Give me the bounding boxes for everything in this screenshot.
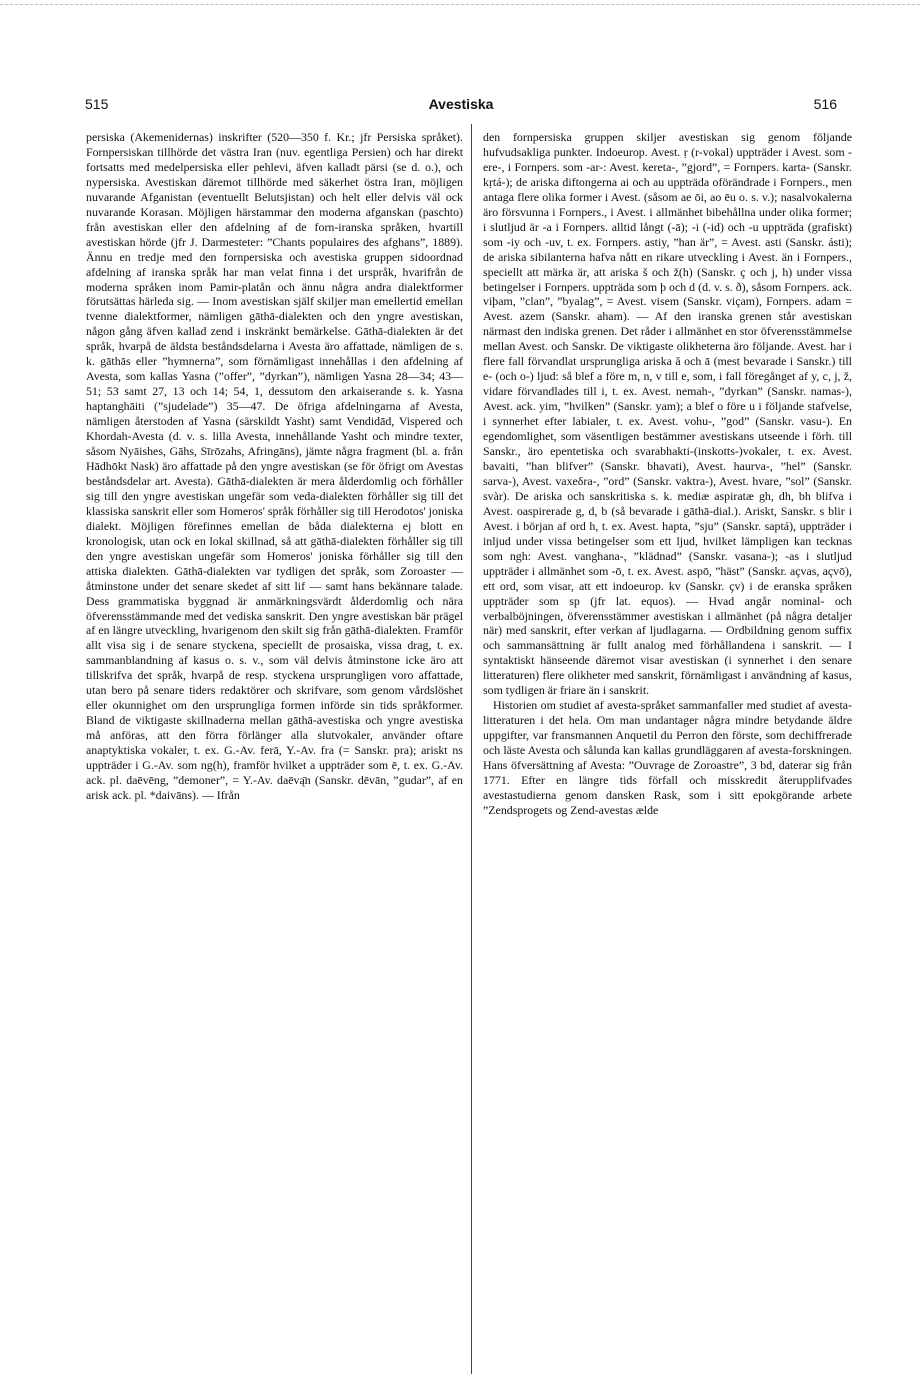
right-paragraph-1: den fornpersiska gruppen skiljer avestiskan sig genom följande hufvudsakliga punkter. Indoeurop. Avest. ṛ (r-vokal) uppträder i Avest. som -ere-, i Fornpers. som -ar-: Avest. kereta-, ”gjord”, = Fornpers. karta- (Sanskr. kṛtá-); de ariska diftongerna ai och au uppträda oförändrade i Fornpers., men antaga flere olika former i Avest. (såsom ae ōi, ao ēu o. s. v.); nasalvokalerna äro försvunna i Fornpers., i Avest. i allmänhet bibehållna under olika former; i slutljud är -a i Fornpers. alltid långt (-ā); -i (-id) och -u uppträda (grafiskt) som -iy och -uv, t. ex. Fornpers. astiy, ”han är”, = Avest. asti (Sanskr. ásti); de ariska sibilanterna hafva nått en rikare utveckling i Avest. än i Fornpers., speciellt att märka är, att ariska š och ž(h) (Sanskr. ç och j, h) under vissa betingelser i Fornpers. uppträda som þ och d (d. v. s. ð), såsom Fornpers. ack. viþam, ”clan”, ”byalag”, = Avest. visem (Sanskr. viçam), Fornpers. adam = Avest. azem (Sanskr. aham). — Af den iranska grenen står avestiskan närmast den indiska grenen. Det råder i allmänhet en stor öfverensstämmelse mellan Avest. och Sanskr. De viktigaste olikheterna äro följande. Avest. har i flere fall förvandlat ursprungliga ariska ă och ā (mest bevarade i Sanskr.) till e- (och o-) ljud: så blef a före m, n, v till e, som, i fall föregånget af y, c, j, ž, vidare förvandlades till i, t. ex. Avest. nemah-, ”dyrkan” (Sanskr. namas-), Avest. ack. yim, ”hvilken” (Sanskr. yam); a blef o före u i följande stafvelse, i synnerhet efter labialer, t. ex. Avest. vohu-, ”god” (Sanskr. vasu-). En egendomlighet, som väsentligen bestämmer avestiskans utseende i förh. till Sanskr., äro epentetiska och svarabhakti-(inskotts-)vokaler, t. ex. Avest. bavaiti, ”han blifver” (Sanskr. bhavati), Avest. haurva-, ”hel” (Sanskr. sarva-), Avest. vaxeδra-, ”ord” (Sanskr. vaktra-), Avest. hvare, ”sol” (Sanskr. svàr). De ariska och sanskritiska s. k. mediæ aspiratæ gh, dh, bh blifva i Avest. oaspirerade g, d, b (så bevarade i gāthā-dial.). Ariskt, Sanskr. s blir i Avest. i början af ord h, t. ex. Avest. hapta, ”sju” (Sanskr. saptá), uppträder i inljud under vissa betingelser som ett ljud, hvilket lämpligen kan tecknas som ngh: Avest. vanghana-, ”klädnad” (Sanskr. vasana-); -as i slutljud uppträder i allmänhet som -ō, t. ex. Avest. aspō, ”häst” (Sanskr. açvas, açvō), ett ord, som visar, att ett indoeurop. kv (Sanskr. çv) i de eranska språken uppträder som sp (jfr lat. equos). — Hvad angår nominal- och verbalböjningen, öfverensstämmer avestiskan i allmänhet (på några detaljer när) med sanskrit, efter verkan af ljudlagarna. — Ordbildning genom suffix och sammansättning är fullt analog med förhållandena i sanskrit. — I syntaktiskt hänseende däremot visar avestiskan (i synnerhet i den senare litteraturen) flere olikheter med sanskrit, förnämligast i användning af kasus, som tydligen är friare än i sanskrit. [483,130,852,698]
right-paragraph-2: Historien om studiet af avesta-språket sammanfaller med studiet af avesta-litteraturen i det hela. Om man undantager några mindre betydande äldre uppgifter, var fransmannen Anquetil du Perron den förste, som dechiffrerade och läste Avesta och sålunda kan kallas grundläggaren af avesta-forskningen. Hans öfversättning af Avesta: ”Ouvrage de Zoroastre”, 3 bd, daterar sig från 1771. Efter en längre tids förfall och misskredit återupplifvades avestastudierna genom dansken Rask, som i sitt epokgörande arbete ”Zendsprogets og Zend-avestas ælde [483,698,852,817]
left-paragraph-1: persiska (Akemenidernas) inskrifter (520—350 f. Kr.; jfr Persiska språket). Fornpersiskan tillhörde det västra Iran (nuv. egentliga Persien) och har direkt fortsatts med medelpersiska eller pehlevi, äfven kalladt pärsi (se d. o.), och nypersiska. Avestiskan däremot tillhörde med säkerhet östra Iran, möjligen nuvarande Afganistan (eventuellt Belutsjistan) och helt eller delvis väl ock nuvarande Korasan. Möjligen härstammar den moderna afganskan (paschto) från avestiskan eller den afdelning af de forn-iranska språken, hvartill avestiskan hörde (jfr J. Darmesteter: ”Chants populaires des afghans”, 1889). Ännu en tredje med den fornpersiska och avestiska gruppen sidoordnad afdelning af iranska språk har man velat finna i det urspråk, hvarifrån de moderna språken inom Pamir-platån och ännu några andra dialektformer förutsättas härleda sig. — Inom avestiskan själf skiljer man emellertid emellan tvenne dialektformer, nämligen gāthā-dialekten och den yngre avestiskan, någon gång äfven kallad zend i inskränkt bemärkelse. Gāthā-dialekten är det språk, hvarpå de äldsta beståndsdelarna i Avesta äro affattade, nämligen de s. k. gāthās eller ”hymnerna”, som förnämligast innehållas i den afdelning af Avesta, som kallas Yasna (”offer”, ”dyrkan”), nämligen Yasna 28—34; 43—51; 53 samt 27, 13 och 14; 54, 1, dessutom den arkaiserande s. k. Yasna haptanghāiti (”sjudelade”) 35—47. De öfriga afdelningarna af Avesta, nämligen återstoden af Yasna (särskildt Yasht) samt Vendidād, Vispered och Khordah-Avesta (d. v. s. lilla Avesta, innehållande Yasht och mindre texter, såsom Nyāishes, Gāhs, Sīrōzahs, Afringāns), jämte några fragment (bl. a. från Hādhōkt Nask) äro affattade på den yngre avestiskan (se för öfrigt om Avestas beståndsdelar art. Avesta). Gāthā-dialekten är mera ålderdomlig och förhåller sig till den yngre avestiskan ungefär som veda-dialekten förhåller sig till det klassiska sanskrit eller som Homeros' språk förhåller sig till Herodotos' joniska dialekt. Möjligen förefinnes emellan de båda dialekterna ej blott en kronologisk, utan ock en lokal skillnad, så att gāthā-dialekten förhåller sig till den yngre avestiskan ungefär som Homeros' joniska förhåller sig till den attiska dialekten. Gāthā-dialekten var tydligen det språk, som Zoroaster — åtminstone under det senare skedet af sitt lif — samt hans bekännare talade. Dess grammatiska byggnad är anmärkningsvärdt ålderdomlig och nära öfverensstämmande med det vediska sanskrit. Den yngre avestiskan bär prägel af en längre utveckling, hvarigenom den skilt sig från gāthā-dialekten. Framför allt visa sig i de senare styckena, speciellt de prosaiska, vissa drag, t. ex. sammanblandning af kasus o. s. v., som väl delvis åtminstone icke äro att tillskrifva det språk, hvarpå de resp. styckena ursprungligen voro affattade, utan bero på senare tiders redaktörer och skrifvare, som genom vårdslöshet eller okunnighet om den ursprungliga formen införde sin tids språkformer. Bland de viktigaste skillnaderna mellan gāthā-avestiska och yngre avestiska må anföras, att den förra förlänger alla slutvokaler, använder oftare anaptyktiska vokaler, t. ex. G.-Av. ferā, Y.-Av. fra (= Sanskr. pra); ariskt ns uppträder i G.-Av. som ng(h), framför hvilket a uppträder som ē, t. ex. G.-Av. ack. pl. daēvēng, ”demoner”, = Y.-Av. daēvą̄n (Sanskr. dēvān, ”gudar”, af en arisk ack. pl. *daivāns). — Ifrån [86,130,463,802]
page-header [85,96,837,116]
scan-top-edge [0,0,920,5]
page-number-right: 516 [813,96,837,112]
right-column [483,130,852,818]
page-number-left: 515 [85,96,109,112]
column-divider [471,124,472,1374]
page-title: Avestiska [428,96,494,112]
left-column [86,130,463,803]
